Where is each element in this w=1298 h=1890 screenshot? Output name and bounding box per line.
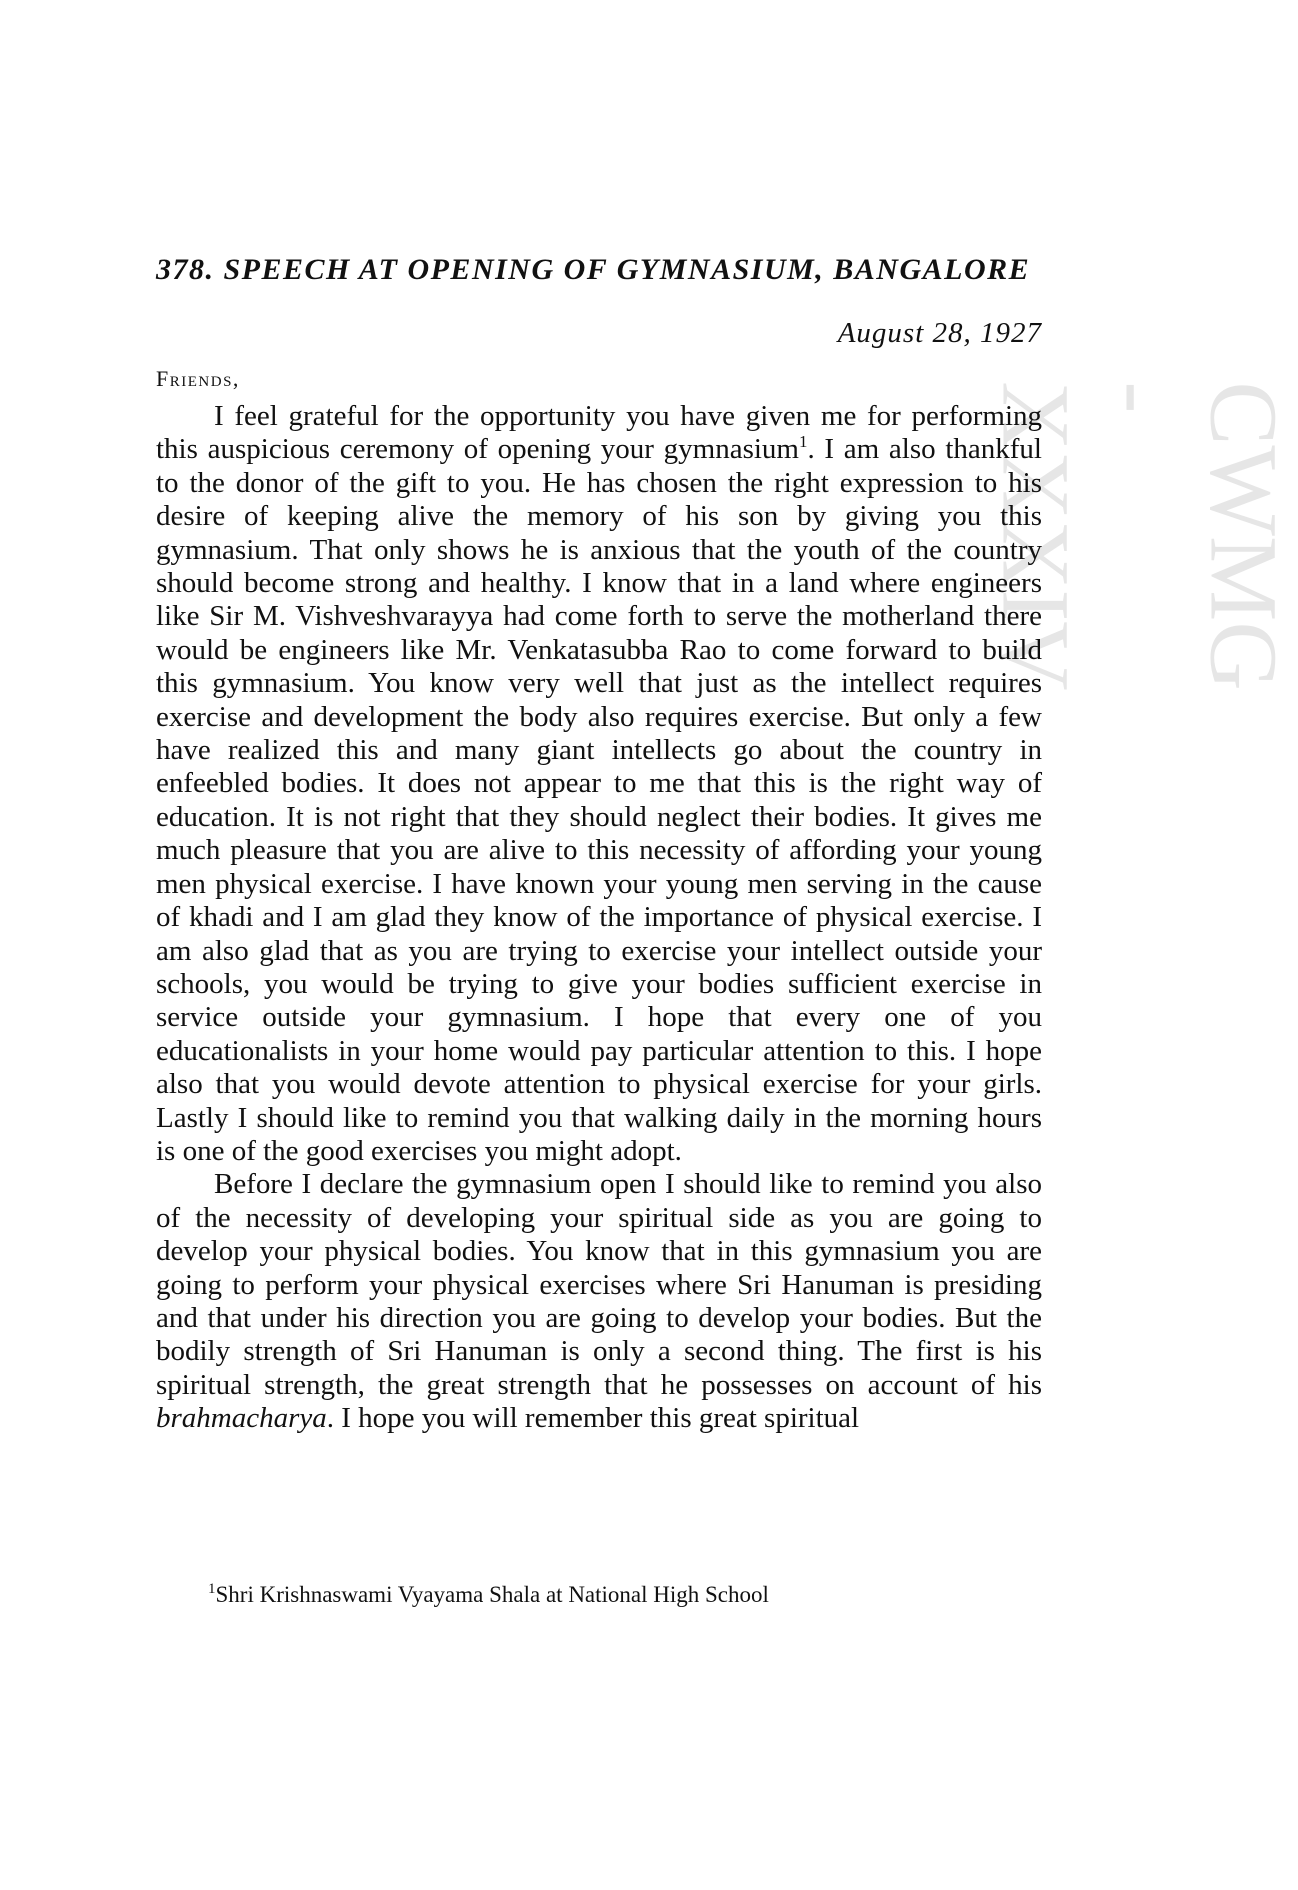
watermark: [983, 380, 1298, 1500]
speech-date: August 28, 1927: [837, 317, 1042, 349]
salutation: Friends,: [156, 366, 240, 391]
footnote-marker: 1: [208, 1581, 216, 1597]
document-body: [156, 252, 1042, 1436]
paragraph-1: [156, 400, 1042, 1168]
paragraph-1-text-a: I feel grateful for the opportunity you have given me for performing this auspicious ceremony of opening your gymnasium: [156, 400, 1042, 466]
footnote-reference: 1: [798, 432, 808, 452]
paragraph-1-text-b: . I am also thankful to the donor of the gift to you. He has chosen the right expression to his desire of keeping alive the memory of his son by giving you this gymnasium. That only shows he is anxious that the youth of the country should become strong and healthy. I know that in a land where engineers like Sir M. Vishveshvarayya had come forth to serve the motherland there would be engineers like Mr. Venkatasubba Rao to come forward to build this gymnasium. You know very well that just as the intellect requires exercise and development the body also requires exercise. But only a few have realized this and many giant intellects go about the country in enfeebled bodies. It does not appear to me that this is the right way of education. It is not right that they should neglect their bodies. It gives me much pleasure that you are alive to this necessity of affording your young men physical exercise. I have known your young men serving in the cause of khadi and I am glad they know of the importance of physical exercise. I am also glad that as you are trying to exercise your intellect outside your schools, you would be trying to give your bodies sufficient exercise in service outside your gymnasium. I hope that every one of you educationalists in your home would pay particular attention to this. I hope also that you would devote attention to physical exercise for your girls. Lastly I should like to remind you that walking daily in the morning hours is one of the good exercises you might adopt.: [156, 433, 1042, 1167]
italic-term: brahmacharya: [156, 1402, 327, 1435]
paragraph-2: [156, 1168, 1042, 1435]
paragraph-2-text: Before I declare the gymnasium open I should like to remind you also of the necessity of developing your spiritual side as you are going to develop your physical bodies. You know that in this gymnasium you are going to perform your physical exercises where Sri Hanuman is presiding and that under his direction you are going to develop your bodies. But the bodily strength of Sri Hanuman is only a second thing. The first is his spiritual strength, the great strength that he possesses on account of his: [156, 1168, 1042, 1401]
watermark-text: CWMG - XXXIV: [983, 381, 1298, 691]
footnote-text: Shri Krishnaswami Vyayama Shala at National High School: [215, 1582, 769, 1607]
footnote: [208, 1580, 769, 1610]
speech-heading: 378. SPEECH AT OPENING OF GYMNASIUM, BANGALORE: [156, 253, 1031, 286]
paragraph-2-tail: . I hope you will remember this great spiritual: [326, 1402, 860, 1435]
